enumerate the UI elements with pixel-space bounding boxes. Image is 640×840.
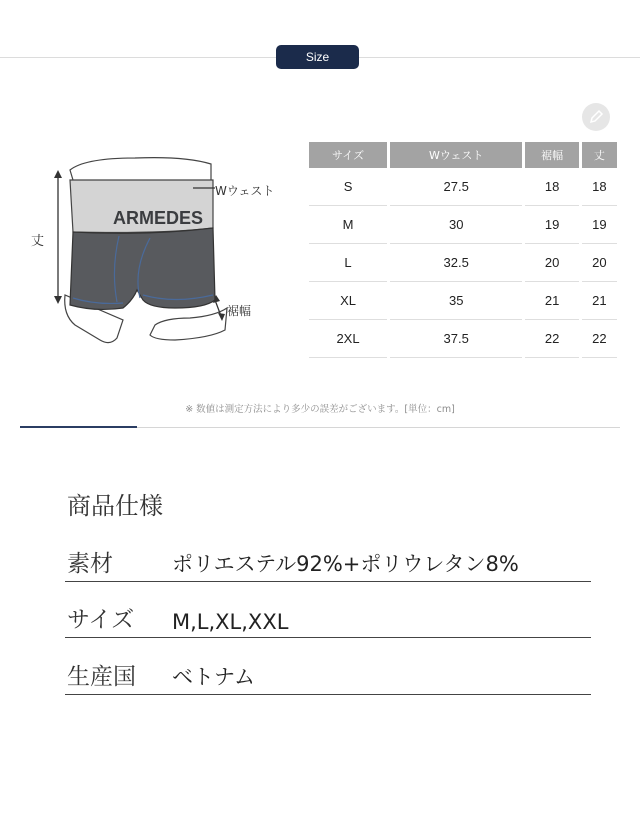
measurement-note: ※ 数値は測定方法により多少の誤差がございます。[単位：cm]: [185, 404, 455, 415]
spec-value: M,L,XL,XXL: [172, 610, 289, 634]
cell-length: 20: [582, 244, 617, 282]
cell-waist: 30: [390, 206, 522, 244]
spec-row-material: [65, 547, 591, 582]
cell-size: M: [309, 206, 387, 244]
spec-label: 生産国: [67, 664, 136, 690]
cell-length: 19: [582, 206, 617, 244]
cell-length: 22: [582, 320, 617, 358]
cell-hem: 18: [525, 168, 578, 206]
illustration-hem-label: 裾幅: [227, 304, 252, 318]
cell-hem: 19: [525, 206, 578, 244]
pencil-icon-glyph: [588, 109, 604, 125]
header-length: 丈: [582, 142, 617, 168]
illustration-garment-body: [70, 228, 215, 309]
header-hem: 裾幅: [525, 142, 578, 168]
cell-length: 18: [582, 168, 617, 206]
illustration-length-label: 丈: [31, 234, 45, 249]
size-chart-table: [306, 142, 620, 358]
spec-value: ベトナム: [172, 665, 255, 689]
table-row: [309, 320, 617, 358]
cell-waist: 32.5: [390, 244, 522, 282]
header-waist: Wウェスト: [390, 142, 522, 168]
size-chart-header-row: [309, 142, 617, 168]
table-row: [309, 206, 617, 244]
spec-label: サイズ: [67, 607, 135, 633]
table-row: [309, 244, 617, 282]
spec-row-origin: [65, 660, 591, 695]
table-row: [309, 282, 617, 320]
boxer-brief-illustration: [15, 140, 305, 370]
cell-waist: 27.5: [390, 168, 522, 206]
spec-label: 素材: [67, 551, 113, 577]
cell-length: 21: [582, 282, 617, 320]
spec-title: 商品仕様: [67, 492, 163, 520]
cell-size: XL: [309, 282, 387, 320]
cell-size: L: [309, 244, 387, 282]
header-size: サイズ: [309, 142, 387, 168]
section-divider-accent: [20, 426, 137, 428]
spec-value: ポリエステル92%+ポリウレタン8%: [172, 552, 519, 576]
table-row: [309, 168, 617, 206]
cell-size: S: [309, 168, 387, 206]
cell-hem: 22: [525, 320, 578, 358]
illustration-brand-text: ARMEDES: [113, 208, 204, 228]
pencil-icon[interactable]: [582, 103, 610, 131]
size-tab-pill[interactable]: Size: [276, 45, 359, 69]
cell-hem: 20: [525, 244, 578, 282]
cell-hem: 21: [525, 282, 578, 320]
spec-row-size: [65, 603, 591, 638]
cell-waist: 37.5: [390, 320, 522, 358]
illustration-waist-label: Wウェスト: [215, 184, 275, 198]
cell-waist: 35: [390, 282, 522, 320]
cell-size: 2XL: [309, 320, 387, 358]
